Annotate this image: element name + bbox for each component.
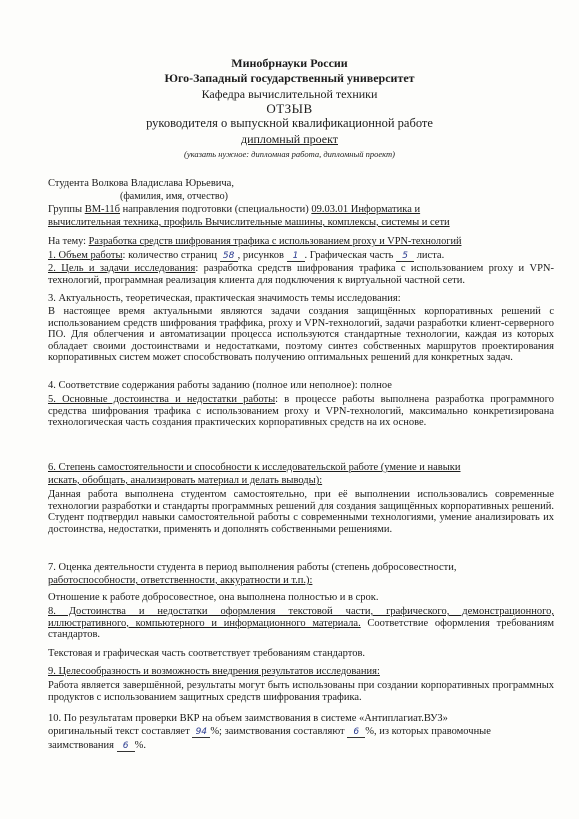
group-label: Группы bbox=[48, 204, 83, 215]
section-plagiarism-line-1: 10. По результатам проверки ВКР на объем заимствования в системе «Антиплагиат.ВУЗ» bbox=[48, 713, 448, 724]
legit-percent-suffix: %. bbox=[134, 740, 147, 751]
direction-label: направления подготовки (специальности) bbox=[122, 204, 309, 215]
pages-label: : количество страниц bbox=[122, 250, 217, 261]
sheets-label: листа. bbox=[416, 250, 445, 261]
section-independence-text: Данная работа выполнена студентом самостоятельно, при её выполнении использовались современные технологии разработки и стандарты программных решений для создания защищённых корпоративных решений. Студент подтвердил навыки самостоятельной работы с современными технологиями, умение анализировать их достоинства, недостатки, применять и дополнять собственными решениями. bbox=[48, 489, 554, 535]
graphics-label: . Графическая часть bbox=[304, 250, 394, 261]
section-relevance-heading: 3. Актуальность, теоретическая, практическая значимость темы исследования: bbox=[48, 293, 401, 304]
document-subtitle: руководителя о выпускной квалификационной работе bbox=[146, 116, 433, 130]
figures-count: 1 bbox=[287, 251, 305, 262]
section-goals bbox=[48, 263, 554, 286]
department-heading: Кафедра вычислительной техники bbox=[201, 87, 378, 101]
work-type-hint: (указать нужное: дипломная работа, дипломный проект) bbox=[183, 149, 396, 159]
section-goals-label: 2. Цель и задачи исследования bbox=[48, 263, 196, 274]
section-assessment-heading-2: работоспособности, ответственности, аккуратности и т.п.): bbox=[48, 575, 313, 586]
topic-label: На тему: bbox=[48, 236, 87, 247]
topic-value: Разработка средств шифрования трафика с использованием proxy и VPN-технологий bbox=[88, 236, 462, 247]
figures-label: , рисунков bbox=[237, 250, 284, 261]
work-type-value: дипломный проект bbox=[240, 132, 339, 146]
pages-count: 58 bbox=[220, 251, 238, 262]
work-type bbox=[0, 132, 579, 147]
section-volume-label: 1. Объем работы bbox=[48, 250, 123, 261]
fio-hint: (фамилия, имя, отчество) bbox=[120, 191, 228, 202]
section-goals-text: : разработка средств шифрования трафика с использованием proxy и VPN-технологий, программная реализация клиента для подключения к виртуальной частной сети. bbox=[48, 263, 554, 286]
section-plagiarism-line-2 bbox=[48, 726, 491, 738]
section-merits-label: 5. Основные достоинства и недостатки работы bbox=[48, 394, 276, 405]
document-title: ОТЗЫВ bbox=[266, 101, 313, 116]
section-merits-text: : в процессе работы выполнена разработка программного средства шифрования трафика с использованием proxy и VPN-технологий, максимально конкретизирована технологическая часть создания практических корпоративных средств на их основе. bbox=[48, 394, 554, 429]
topic-line bbox=[48, 236, 461, 247]
student-name: Студента Волкова Владислава Юрьевича, bbox=[48, 178, 234, 189]
borrowed-percent: 6 bbox=[347, 727, 365, 738]
group-value: ВМ-11б bbox=[84, 204, 120, 215]
section-independence-heading-1: 6. Степень самостоятельности и способности к исследовательской работе (умение и навыки bbox=[48, 462, 461, 473]
university-heading: Юго-Западный государственный университет bbox=[164, 71, 415, 85]
section-implementation-text: Работа является завершённой, результаты могут быть использованы при создании корпоративных программных продуктов с использованием защитных средств шифрования трафика. bbox=[48, 680, 554, 703]
section-formatting bbox=[48, 606, 554, 641]
section-volume bbox=[48, 250, 444, 262]
direction-continuation: вычислительная техника, профиль Вычислительные машины, комплексы, системы и сети bbox=[48, 217, 450, 228]
section-formatting-tail: Соответствие оформления требованиям стандартов. bbox=[48, 617, 554, 641]
borrowed-label: %; заимствования составляют bbox=[210, 726, 345, 737]
section-relevance-text: В настоящее время актуальными являются задачи создания защищённых корпоративных решений с использованием средств шифрования траффика, proxy и VPN-технологий, задачи разработки клиент-серверного ПО. Для облегчения и автоматизации процесса используются стандартные технологии, каждая из которых обладает своими достоинствами и недостатками, поэтому синтез собственных маршрутов проектирования корпоративных систем может способствовать получению оптимальных решений для конкретных задач. bbox=[48, 306, 554, 364]
original-percent: 94 bbox=[192, 727, 210, 738]
section-compliance: 4. Соответствие содержания работы заданию (полное или неполное): полное bbox=[48, 380, 392, 391]
legit-label: %, из которых правомочные bbox=[365, 726, 491, 737]
original-label: оригинальный текст составляет bbox=[48, 726, 190, 737]
section-independence-heading-2: искать, обобщать, анализировать материал и делать выводы): bbox=[48, 475, 323, 486]
section-implementation-heading: 9. Целесообразность и возможность внедрения результатов исследования: bbox=[48, 666, 380, 677]
section-formatting-text: Текстовая и графическая часть соответствует требованиям стандартов. bbox=[48, 648, 366, 659]
legit-percent: 6 bbox=[117, 741, 135, 752]
section-plagiarism-line-3 bbox=[48, 740, 146, 752]
section-assessment-heading-1: 7. Оценка деятельности студента в период выполнения работы (степень добросовестности, bbox=[48, 562, 457, 573]
section-assessment-text: Отношение к работе добросовестное, она выполнена полностью и в срок. bbox=[48, 592, 379, 603]
direction-value: 09.03.01 Информатика и bbox=[311, 204, 421, 215]
sheets-count: 5 bbox=[396, 251, 414, 262]
section-formatting-heading: 8. Достоинства и недостатки оформления текстовой части, графического, демонстрационного, иллюстративного, компьютерного и информационного материала. bbox=[48, 606, 554, 629]
section-merits bbox=[48, 394, 554, 429]
ministry-heading: Минобрнауки России bbox=[231, 56, 348, 70]
legit-borrowing-label: заимствования bbox=[48, 740, 115, 751]
group-line bbox=[48, 204, 420, 215]
